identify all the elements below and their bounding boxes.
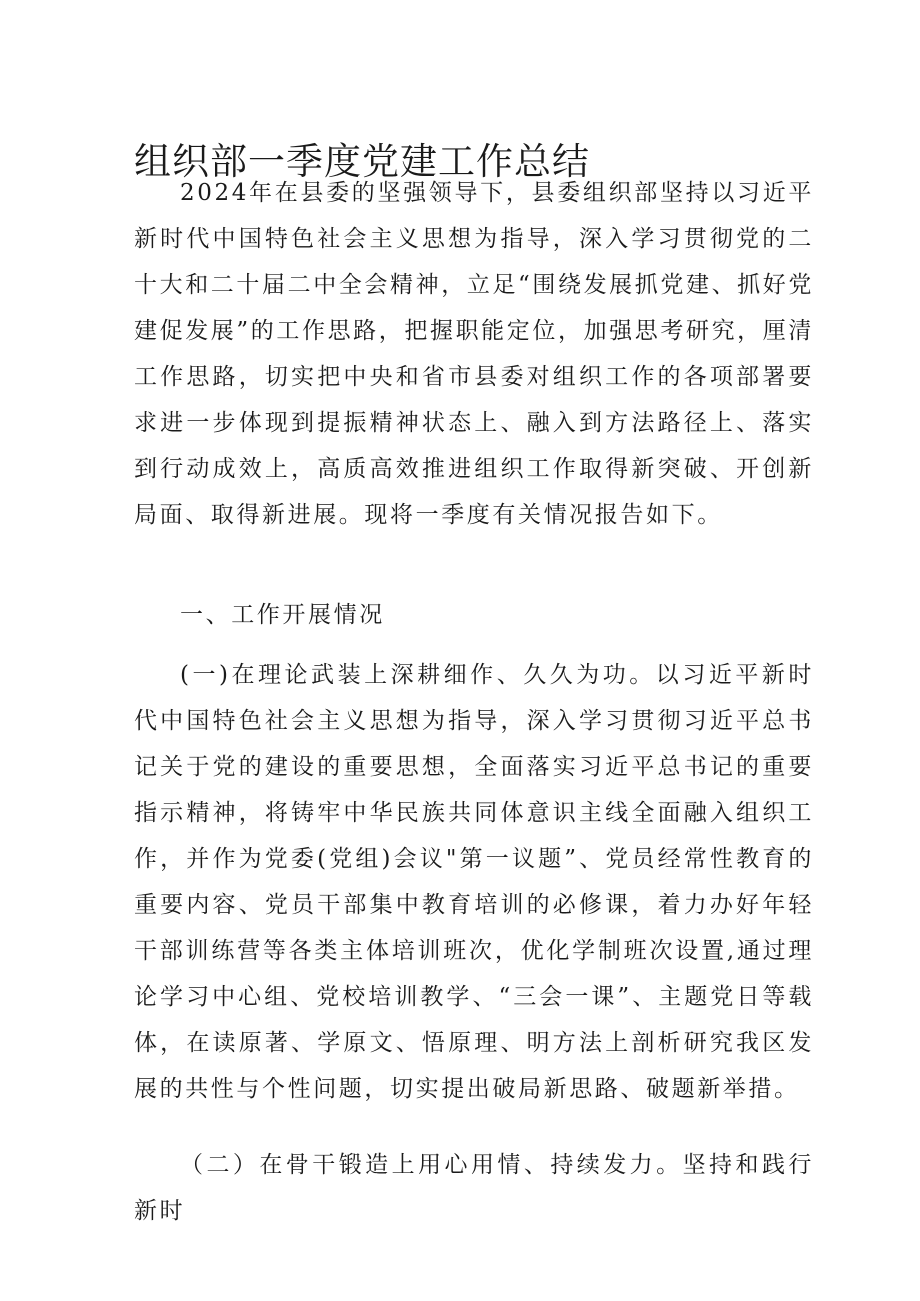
section-heading-1: 一、工作开展情况 — [180, 602, 385, 628]
item-1-paragraph: (一)在理论武装上深耕细作、久久为功。以习近平新时代中国特色社会主义思想为指导，深入学习贯彻习近平总书记关于党的建设的重要思想，全面落实习近平总书记的重要指示精神，将铸牢中华民族共同体意识主线全面融入组织工作，并作为党委(党组)会议"第一议题”、党员经常性教育的重要内容、党员干部集中教育培训的必修课，着力办好年轻干部训练营等各类主体培训班次，优化学制班次设置,通过理论学习中心组、党校培训教学、“三会一课”、主题党日等载体，在读原著、学原文、悟原理、明方法上剖析研究我区发展的共性与个性问题，切实提出破局新思路、破题新举措。 — [134, 662, 814, 1102]
intro-paragraph: 2024年在县委的坚强领导下，县委组织部坚持以习近平新时代中国特色社会主义思想为指导，深入学习贯彻党的二十大和二十届二中全会精神，立足“围绕发展抓党建、抓好党建促发展”的工作思路，把握职能定位，加强思考研究，厘清工作思路，切实把中央和省市县委对组织工作的各项部署要求进一步体现到提振精神状态上、融入到方法路径上、落实到行动成效上，高质高效推进组织工作取得新突破、开创新局面、取得新进展。现将一季度有关情况报告如下。 — [134, 180, 814, 528]
item-2-paragraph: （二）在骨干锻造上用心用情、持续发力。坚持和践行新时 — [134, 1152, 814, 1224]
document-title: 组织部一季度党建工作总结 — [134, 140, 590, 183]
